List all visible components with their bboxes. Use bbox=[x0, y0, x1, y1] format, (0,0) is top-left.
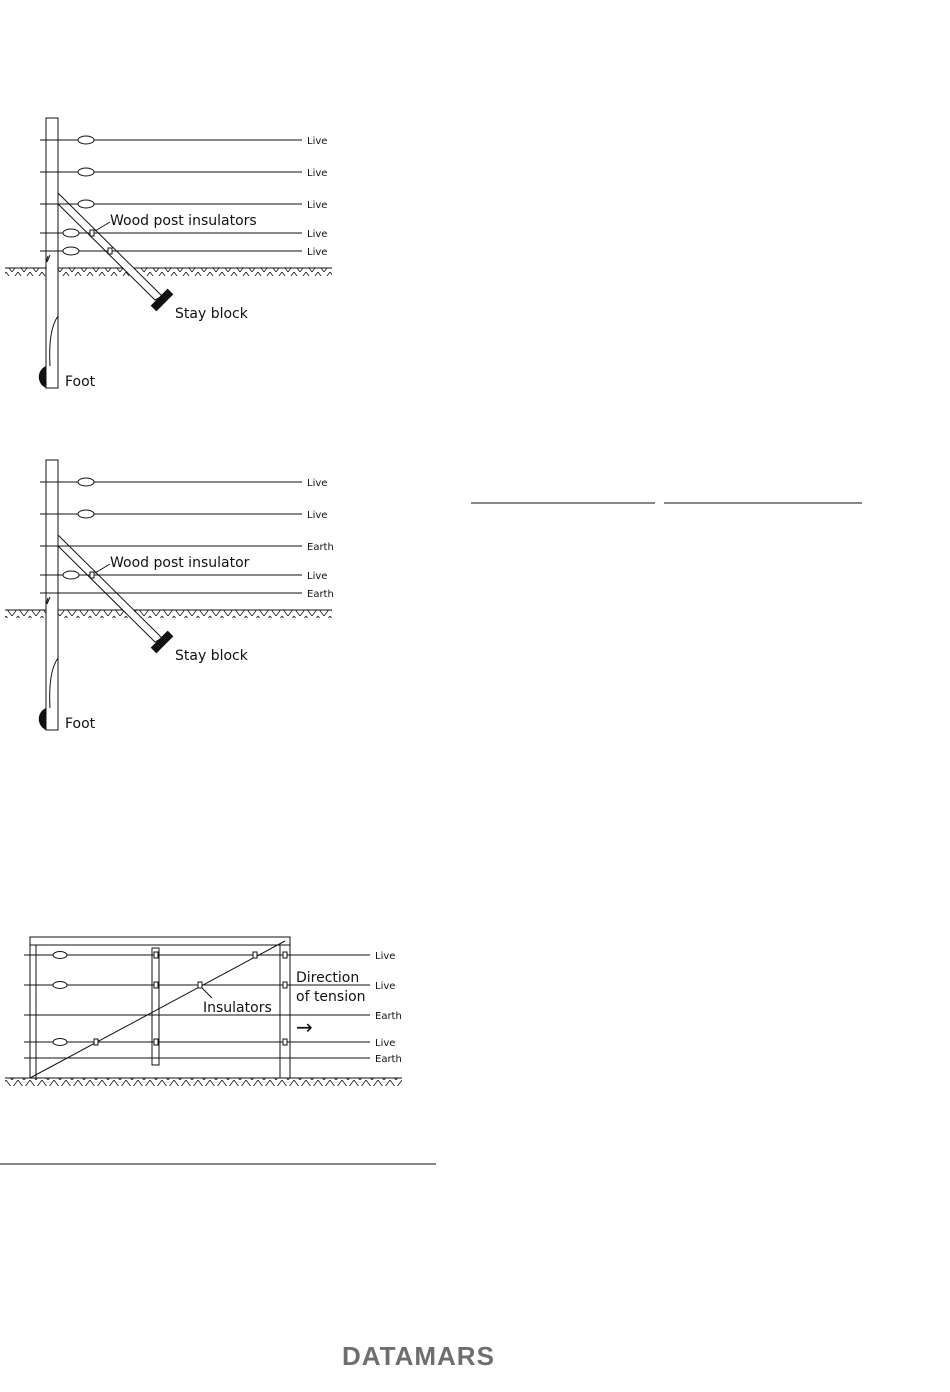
wire-label: Live bbox=[307, 200, 328, 211]
end-post bbox=[46, 118, 58, 388]
horizontal-brace bbox=[30, 937, 290, 945]
wire-label: Live bbox=[307, 168, 328, 179]
wire-label: Live bbox=[307, 571, 328, 582]
ground-hatch bbox=[5, 1078, 402, 1086]
foot-block bbox=[39, 366, 46, 388]
insulators-label: Insulators bbox=[203, 1000, 272, 1016]
diagram-1-live-wires bbox=[5, 118, 332, 390]
wires bbox=[40, 482, 302, 593]
stay-post bbox=[50, 192, 162, 300]
wire-label: Live bbox=[307, 136, 328, 147]
strain-insulators bbox=[53, 952, 67, 1046]
wire-label: Earth bbox=[307, 542, 334, 553]
stay-post bbox=[50, 534, 162, 642]
wire-label: Live bbox=[307, 247, 328, 258]
insulator-label: Wood post insulators bbox=[110, 213, 257, 229]
wire-label: Earth bbox=[375, 1054, 402, 1065]
insulator-label: Wood post insulator bbox=[110, 555, 250, 571]
insulator-leader bbox=[202, 988, 212, 998]
end-post bbox=[46, 460, 58, 730]
wire-label: Live bbox=[307, 229, 328, 240]
foot-block bbox=[39, 708, 46, 730]
stay-block-label: Stay block bbox=[175, 306, 248, 322]
direction-label: of tension bbox=[296, 989, 366, 1005]
wire-label: Live bbox=[375, 1038, 396, 1049]
strain-insulators bbox=[63, 136, 94, 255]
wires bbox=[40, 140, 302, 251]
wood-post-insulator bbox=[90, 572, 94, 578]
wire-label: Live bbox=[307, 510, 328, 521]
datamars-logo: DATAMARS bbox=[342, 1341, 495, 1371]
dropper-post bbox=[152, 948, 159, 1065]
stay-block-label: Stay block bbox=[175, 648, 248, 664]
insulator-leader bbox=[95, 564, 110, 573]
wire-label: Live bbox=[375, 951, 396, 962]
foot-label: Foot bbox=[65, 716, 96, 732]
wire-label: Earth bbox=[307, 589, 334, 600]
diagram-2-live-earth-wires bbox=[5, 460, 334, 732]
wood-post-insulator bbox=[108, 248, 112, 254]
wood-post-insulator bbox=[90, 230, 94, 236]
insulator-leader bbox=[95, 222, 110, 231]
diagram-3-braced-strainer bbox=[5, 937, 402, 1086]
tie-insulators bbox=[94, 952, 287, 1045]
tension-arrow-icon: → bbox=[296, 1015, 313, 1039]
wire-label: Earth bbox=[375, 1011, 402, 1022]
wire-label: Live bbox=[307, 478, 328, 489]
direction-label: Direction bbox=[296, 970, 360, 986]
foot-label: Foot bbox=[65, 374, 96, 390]
wire-label: Live bbox=[375, 981, 396, 992]
